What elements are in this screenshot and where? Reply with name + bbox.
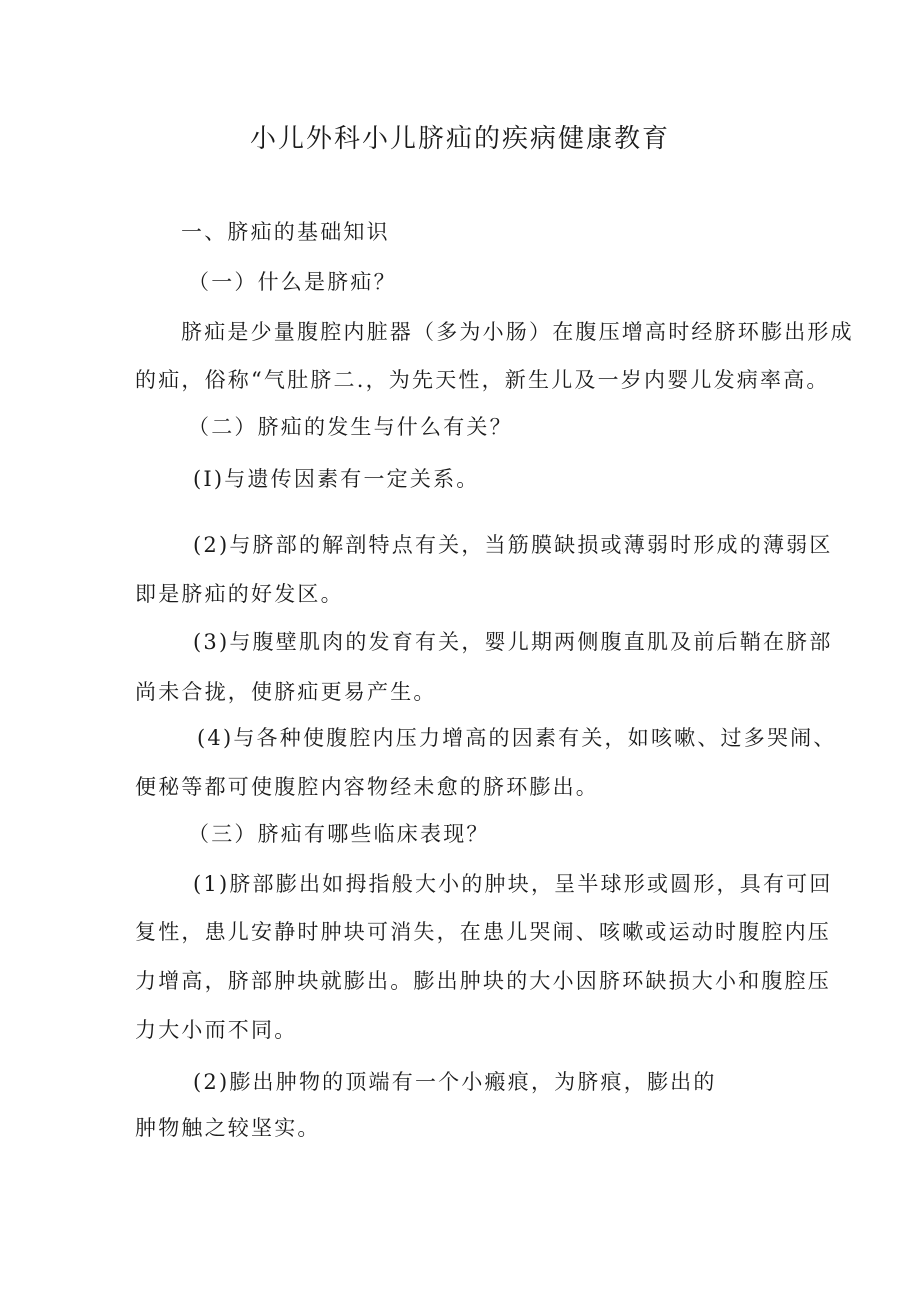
list-item-line: 力大小而不同。 [135,1018,298,1042]
list-item-line: 便秘等都可使腹腔内容物经未愈的脐环膨出。 [135,775,599,799]
list-item-line: 肿物触之较坚实。 [135,1116,321,1140]
question-heading-3: （三）脐疝有哪些临床表现？ [188,822,490,846]
list-item-line: (I)与遗传因素有一定关系。 [193,467,480,491]
list-item-line: (4)与各种使腹腔内压力增高的因素有关，如咳嗽、过多哭闹、 [197,726,837,750]
list-item-line: (1)脐部膨出如拇指般大小的肿块，呈半球形或圆形，具有可回 [193,872,833,896]
paragraph-line: 的疝，俗称“气肚脐二.，为先天性，新生儿及一岁内婴儿发病率高。 [135,368,830,392]
list-item-line: (3)与腹壁肌肉的发育有关，婴儿期两侧腹直肌及前后鞘在脐部 [193,630,833,654]
list-item-line: 复性，患儿安静时肿块可消失，在患儿哭闹、咳嗽或运动时腹腔内压 [135,920,831,944]
question-heading-1: （一）什么是脐疝？ [188,270,397,294]
list-item-line: 尚未合拢，使脐疝更易产生。 [135,680,437,704]
question-heading-2: （二）脐疝的发生与什么有关？ [188,415,513,439]
list-item-line: (2)与脐部的解剖特点有关，当筋膜缺损或薄弱时形成的薄弱区 [193,533,833,557]
list-item-line: (2)膨出肿物的顶端有一个小瘢痕，为脐痕，膨出的 [193,1070,717,1094]
section-heading: 一、脐疝的基础知识 [181,220,390,244]
document-title: 小儿外科小儿脐疝的疾病健康教育 [249,124,670,154]
paragraph-line: 脐疝是少量腹腔内脏器（多为小肠）在腹压增高时经脐环膨出形成 [181,320,854,344]
list-item-line: 即是脐疝的好发区。 [135,582,344,606]
list-item-line: 力增高，脐部肿块就膨出。膨出肿块的大小因脐环缺损大小和腹腔压 [135,969,831,993]
